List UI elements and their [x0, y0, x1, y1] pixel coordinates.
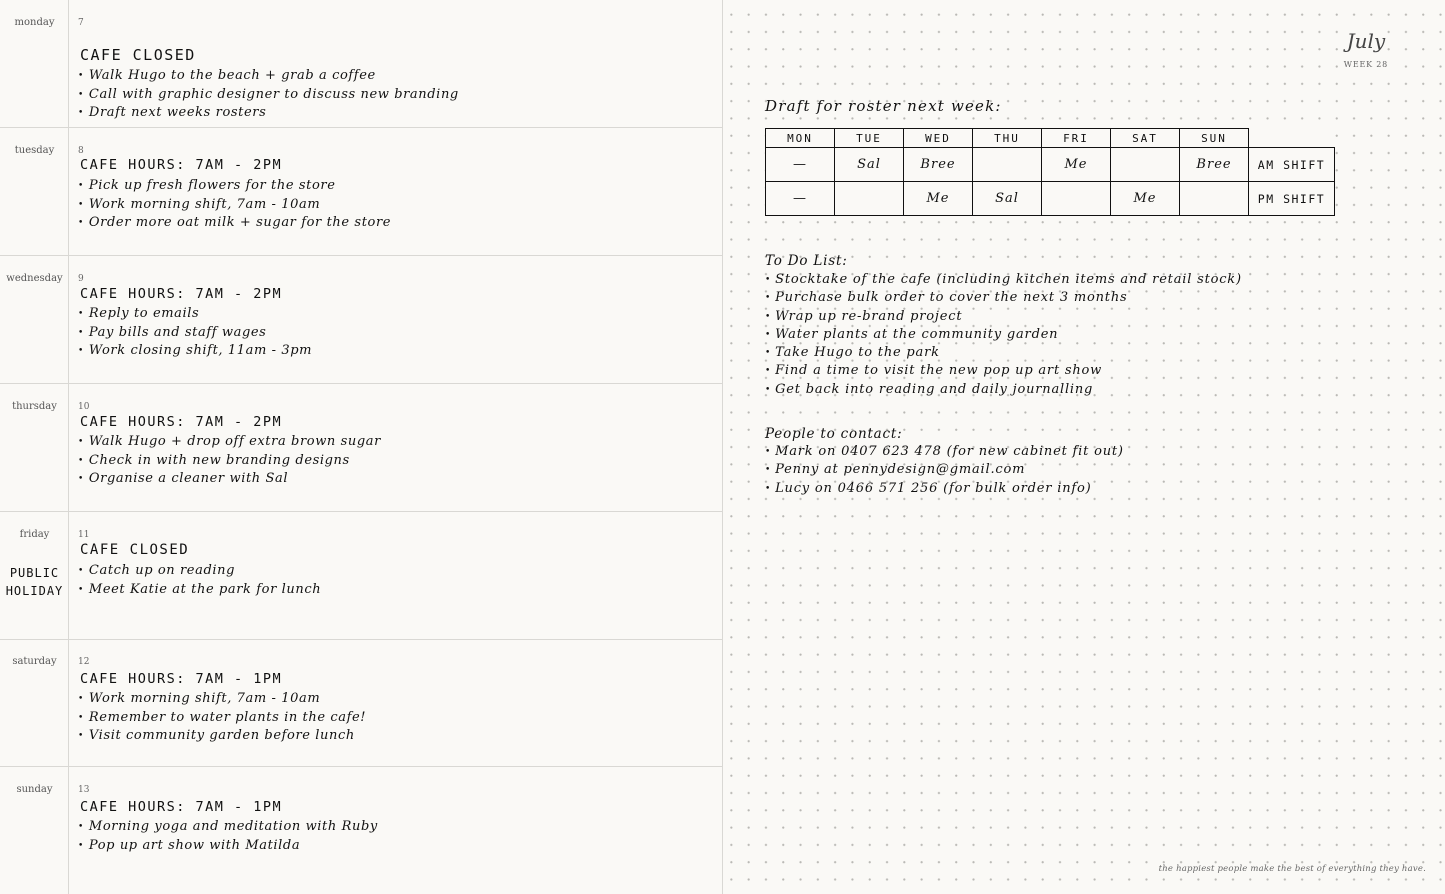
roster-cell: Bree: [1180, 148, 1249, 182]
day-task-list: [78, 818, 378, 855]
day-task-item: • Pop up art show with Matilda: [78, 837, 378, 856]
day-heading: CAFE HOURS: 7AM - 2PM: [80, 286, 283, 302]
roster-cell: Me: [904, 182, 973, 216]
day-heading: CAFE HOURS: 7AM - 1PM: [80, 671, 283, 687]
contact-item: • Penny at pennydesign@gmail.com: [765, 461, 1124, 479]
day-row-tuesday: [0, 128, 723, 256]
roster-cell: Sal: [973, 182, 1042, 216]
day-number: 10: [78, 402, 90, 412]
roster-cell: [1042, 182, 1111, 216]
todo-list: [765, 271, 1242, 399]
day-name: thursday: [12, 401, 57, 412]
roster-am-label: AM SHIFT: [1249, 148, 1335, 182]
day-number: 13: [78, 785, 90, 795]
day-task-item: • Pick up fresh flowers for the store: [78, 177, 391, 196]
day-task-item: • Pay bills and staff wages: [78, 324, 312, 343]
roster-table: [765, 128, 1335, 216]
day-task-item: • Work closing shift, 11am - 3pm: [78, 342, 312, 361]
day-task-item: • Organise a cleaner with Sal: [78, 470, 381, 489]
day-task-item: • Remember to water plants in the cafe!: [78, 709, 366, 728]
roster-pm-row: [766, 182, 1335, 216]
day-task-item: • Catch up on reading: [78, 562, 321, 581]
todo-item: • Wrap up re-brand project: [765, 308, 1242, 326]
roster-cell: Me: [1042, 148, 1111, 182]
day-task-item: • Reply to emails: [78, 305, 312, 324]
contact-item: • Mark on 0407 623 478 (for new cabinet fit out): [765, 443, 1124, 461]
todo-item: • Get back into reading and daily journalling: [765, 381, 1242, 399]
roster-header-cell: SUN: [1180, 129, 1249, 148]
contact-item: • Lucy on 0466 571 256 (for bulk order info): [765, 480, 1124, 498]
day-number: 9: [78, 274, 84, 284]
day-number: 11: [78, 530, 90, 540]
roster-header-row: [766, 129, 1335, 148]
todo-item: • Purchase bulk order to cover the next 3 months: [765, 289, 1242, 307]
day-name: saturday: [12, 656, 57, 667]
day-number: 7: [78, 18, 84, 28]
roster-header-cell: TUE: [835, 129, 904, 148]
day-task-item: • Walk Hugo to the beach + grab a coffee: [78, 67, 459, 86]
todo-title: To Do List:: [765, 253, 848, 269]
roster-title: Draft for roster next week:: [765, 97, 1002, 115]
day-heading: CAFE HOURS: 7AM - 2PM: [80, 414, 283, 430]
day-heading: CAFE HOURS: 7AM - 1PM: [80, 799, 283, 815]
roster-header-spacer: [1249, 129, 1335, 148]
day-number: 8: [78, 146, 84, 156]
contacts-list: [765, 443, 1124, 498]
day-task-list: [78, 67, 459, 123]
roster-cell: [835, 182, 904, 216]
roster-cell: —: [766, 148, 835, 182]
day-row-sunday: [0, 767, 723, 894]
day-task-list: [78, 562, 321, 599]
day-heading: CAFE HOURS: 7AM - 2PM: [80, 157, 283, 173]
day-task-item: • Meet Katie at the park for lunch: [78, 581, 321, 600]
day-task-item: • Call with graphic designer to discuss new branding: [78, 86, 459, 105]
day-task-item: • Work morning shift, 7am - 10am: [78, 690, 366, 709]
roster-cell: [1111, 148, 1180, 182]
roster-header-cell: FRI: [1042, 129, 1111, 148]
day-row-thursday: [0, 384, 723, 512]
day-task-item: • Morning yoga and meditation with Ruby: [78, 818, 378, 837]
roster-cell: [973, 148, 1042, 182]
month-name: July: [1346, 29, 1386, 53]
contacts-title: People to contact:: [765, 426, 903, 442]
day-task-list: [78, 305, 312, 361]
roster-cell: Sal: [835, 148, 904, 182]
roster-cell: —: [766, 182, 835, 216]
day-number: 12: [78, 657, 90, 667]
roster-cell: Me: [1111, 182, 1180, 216]
roster-am-row: [766, 148, 1335, 182]
day-name: tuesday: [14, 145, 55, 156]
week-label: WEEK 28: [1343, 60, 1388, 69]
day-task-item: • Draft next weeks rosters: [78, 104, 459, 123]
day-note: HOLIDAY: [5, 584, 64, 598]
todo-item: • Take Hugo to the park: [765, 344, 1242, 362]
footer-quote: the happiest people make the best of everything they have.: [1158, 864, 1426, 874]
roster-header-cell: SAT: [1111, 129, 1180, 148]
day-name: monday: [14, 17, 55, 28]
day-task-list: [78, 177, 391, 233]
day-task-item: • Walk Hugo + drop off extra brown sugar: [78, 433, 381, 452]
todo-item: • Water plants at the community garden: [765, 326, 1242, 344]
day-row-wednesday: [0, 256, 723, 384]
day-row-monday: [0, 0, 723, 128]
day-row-saturday: [0, 639, 723, 767]
day-task-item: • Visit community garden before lunch: [78, 727, 366, 746]
day-note: PUBLIC: [9, 566, 60, 580]
roster-header-cell: WED: [904, 129, 973, 148]
day-task-list: [78, 690, 366, 746]
right-page-notes: [724, 0, 1445, 894]
month-block: [1342, 30, 1390, 71]
roster-cell: Bree: [904, 148, 973, 182]
day-name: friday: [19, 529, 50, 540]
day-task-item: • Order more oat milk + sugar for the store: [78, 214, 391, 233]
day-task-list: [78, 433, 381, 489]
day-name: wednesday: [6, 273, 63, 284]
roster-cell: [1180, 182, 1249, 216]
roster-pm-label: PM SHIFT: [1249, 182, 1335, 216]
day-task-item: • Check in with new branding designs: [78, 452, 381, 471]
day-heading: CAFE CLOSED: [80, 542, 190, 558]
todo-item: • Find a time to visit the new pop up art show: [765, 362, 1242, 380]
todo-item: • Stocktake of the cafe (including kitchen items and retail stock): [765, 271, 1242, 289]
day-heading: CAFE CLOSED: [80, 46, 196, 64]
day-row-friday: [0, 512, 723, 640]
day-task-item: • Work morning shift, 7am - 10am: [78, 196, 391, 215]
roster-header-cell: MON: [766, 129, 835, 148]
roster-header-cell: THU: [973, 129, 1042, 148]
day-name: sunday: [16, 784, 53, 795]
